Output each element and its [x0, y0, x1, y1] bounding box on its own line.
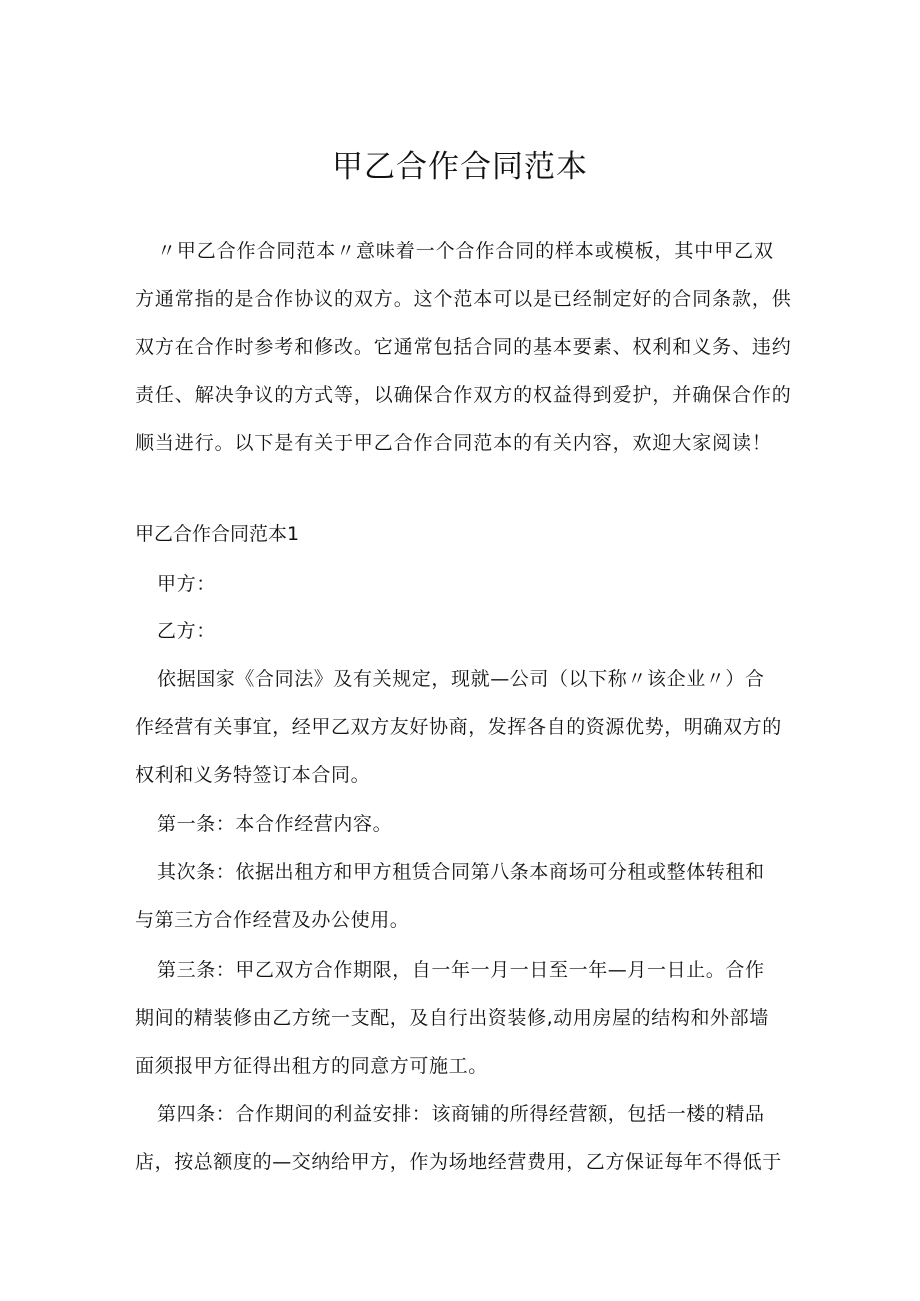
intro-line: 责任、解决争议的方式等，以确保合作双方的权益得到爱护，并确保合作的 — [135, 384, 792, 406]
article-2-line: 其次条：依据出租方和甲方租赁合同第八条本商场可分租或整体转租和 — [157, 861, 765, 883]
intro-line: 顺当进行。以下是有关于甲乙合作合同范本的有关内容，欢迎大家阅读！ — [135, 432, 772, 454]
basis-line: 权利和义务特签订本合同。 — [135, 764, 371, 786]
basis-line: 依据国家《合同法》及有关规定，现就—公司（以下称〃该企业〃）合 — [157, 668, 765, 690]
basis-paragraph — [135, 655, 797, 799]
section-title: 甲乙合作合同范本1 — [135, 523, 300, 545]
article-2 — [135, 848, 797, 944]
party-b-line — [135, 607, 797, 655]
article-2-line: 与第三方合作经营及办公使用。 — [135, 909, 410, 931]
basis-line: 作经营有关事宜，经甲乙双方友好协商，发挥各自的资源优势，明确双方的 — [135, 716, 782, 738]
party-a-label: 甲方： — [157, 573, 216, 595]
party-a-line — [135, 560, 797, 608]
document-title: 甲乙合作合同范本 — [332, 149, 588, 185]
article-3-line: 期间的精装修由乙方统一支配，及自行出资装修,动用房屋的结构和外部墙 — [135, 1007, 769, 1029]
intro-line: 双方在合作时参考和修改。它通常包括合同的基本要素、权利和义务、违约 — [135, 336, 792, 358]
intro-paragraph — [135, 227, 797, 467]
intro-line: 〃甲乙合作合同范本〃意味着一个合作合同的样本或模板，其中甲乙双 — [157, 240, 774, 262]
article-3-line: 第三条：甲乙双方合作期限，自一年一月一日至一年—月一日止。合作 — [157, 959, 765, 981]
article-4-line: 店，按总额度的—交纳给甲方，作为场地经营费用，乙方保证每年不得低于 — [135, 1151, 782, 1173]
article-4 — [135, 1090, 797, 1186]
article-3 — [135, 946, 797, 1090]
intro-line: 方通常指的是合作协议的双方。这个范本可以是已经制定好的合同条款，供 — [135, 288, 792, 310]
article-4-line: 第四条：合作期间的利益安排：该商铺的所得经营额，包括一楼的精品 — [157, 1103, 765, 1125]
party-b-label: 乙方： — [157, 620, 216, 642]
article-1 — [135, 800, 797, 848]
article-3-line: 面须报甲方征得出租方的同意方可施工。 — [135, 1055, 488, 1077]
article-1-text: 第一条：本合作经营内容。 — [157, 813, 393, 835]
